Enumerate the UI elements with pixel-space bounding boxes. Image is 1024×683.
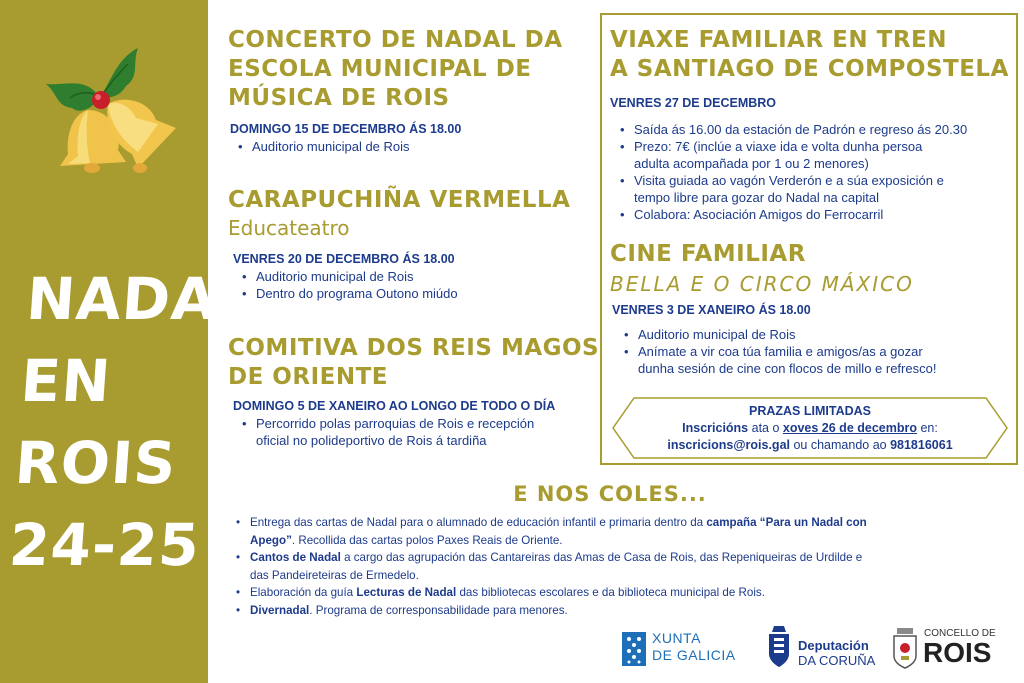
list-item-line: dunha sesión de cine con flocos de millo e refresco! [638, 361, 937, 376]
viaxe-list [618, 121, 1014, 223]
registration-title: PRAZAS LIMITADAS [749, 404, 871, 418]
list-item [618, 138, 1014, 172]
cine-date: VENRES 3 DE XANEIRO ÁS 18.00 [612, 303, 811, 317]
concello-shield-icon [892, 626, 918, 670]
title-line: ESCOLA MUNICIPAL DE [228, 56, 532, 82]
sidebar-title [7, 258, 258, 586]
viaxe-title [610, 26, 1009, 84]
list-item: • Dentro do programa Outono miúdo [240, 285, 458, 302]
registration-banner [612, 397, 1008, 459]
list-item-line: oficial no polideportivo de Rois á tardiña [256, 433, 487, 448]
cine-subtitle: BELLA E O CIRCO MÁXICO [610, 272, 914, 296]
registration-phone: 981816061 [890, 438, 953, 452]
xunta-emblem-icon [622, 632, 646, 666]
list-item [622, 343, 1014, 377]
christmas-bells-icon [28, 36, 188, 186]
concello-label: CONCELLO DE [924, 628, 996, 639]
concello-logo [892, 628, 1012, 672]
title-line: COMITIVA DOS REIS MAGOS [228, 335, 600, 361]
registration-contact-line: inscricions@rois.gal ou chamando ao 981816061 [667, 438, 953, 452]
sidebar-title-line: NADAL [24, 265, 258, 333]
concello-name: ROIS [923, 637, 992, 668]
cine-title: CINE FAMILIAR [610, 241, 806, 267]
list-item-line: • Colabora: Asociación Amigos do Ferrocarril [634, 207, 884, 222]
registration-email-link[interactable]: inscricions@rois.gal [667, 438, 790, 452]
cine-list [622, 326, 1014, 377]
registration-text [612, 403, 1008, 454]
xunta-logo [622, 628, 742, 672]
list-item-line: tempo libre para gozar do Nadal na capital [634, 190, 879, 205]
list-item: • Auditorio municipal de Rois [240, 268, 458, 285]
list-item: • Divernadal. Programa de corresponsabilidade para menores. [236, 602, 996, 620]
list-item-line: • Auditorio municipal de Rois [638, 327, 796, 342]
title-line: VIAXE FAMILIAR EN TREN [610, 27, 947, 53]
list-item: • Entrega das cartas de Nadal para o alumnado de educación infantil e primaria dentro da campaña “Para un Nadal con Apego”. Recollida das cartas polos Paxes Reais de Oriente. [236, 514, 996, 549]
deadline-date: xoves 26 de decembro [782, 421, 917, 435]
title-line: CONCERTO DE NADAL DA [228, 27, 563, 53]
sidebar-title-line: EN [18, 347, 114, 415]
concerto-list [236, 138, 410, 155]
deputacion-logo [766, 628, 876, 672]
list-item [618, 172, 1014, 206]
title-line: DE ORIENTE [228, 364, 388, 390]
deputacion-name: Deputación DA CORUÑA [798, 638, 876, 668]
registration-line: Inscricións ata o xoves 26 de decembro en: [682, 421, 938, 435]
list-item [618, 121, 1014, 138]
list-item: • Auditorio municipal de Rois [236, 138, 410, 155]
sidebar-title-line: ROIS [12, 429, 179, 497]
list-item-line: • Saída ás 16.00 da estación de Padrón e regreso ás 20.30 [634, 122, 968, 137]
carapuchina-subtitle: Educateatro [228, 216, 350, 240]
viaxe-date: VENRES 27 DE DECEMBRO [610, 96, 777, 110]
list-item [240, 415, 534, 449]
list-item-line: • Visita guiada ao vagón Verderón e a súa exposición e [634, 173, 944, 188]
concerto-title [228, 26, 563, 113]
xunta-name: XUNTA DE GALICIA [652, 630, 736, 663]
comitiva-date: DOMINGO 5 DE XANEIRO AO LONGO DE TODO O DÍA [233, 399, 556, 413]
title-line: MÚSICA DE ROIS [228, 85, 450, 111]
carapuchina-date: VENRES 20 DE DECEMBRO ÁS 18.00 [233, 252, 455, 266]
list-item-line: • Anímate a vir coa túa familia e amigos/as a gozar [638, 344, 923, 359]
list-item [622, 326, 1014, 343]
sidebar-title-line: 24-25 [7, 511, 203, 579]
coles-list [236, 514, 996, 620]
title-line: A SANTIAGO DE COMPOSTELA [610, 56, 1009, 82]
deputacion-crest-icon [766, 624, 792, 668]
comitiva-title [228, 334, 599, 392]
concerto-date: DOMINGO 15 DE DECEMBRO ÁS 18.00 [230, 122, 462, 136]
list-item-line: • Percorrido polas parroquias de Rois e recepción [256, 416, 535, 431]
list-item-line: adulta acompañada por 1 ou 2 menores) [634, 156, 869, 171]
comitiva-list [240, 415, 534, 449]
carapuchina-list [240, 268, 458, 302]
carapuchina-title: CARAPUCHIÑA VERMELLA [228, 187, 571, 213]
coles-title: E NOS COLES... [513, 482, 707, 506]
list-item: • Elaboración da guía Lecturas de Nadal das bibliotecas escolares e da biblioteca municipal de Rois. [236, 584, 996, 602]
list-item: • Cantos de Nadal a cargo das agrupación das Cantareiras das Amas de Casa de Rois, das Repeniqueiras de Urdilde e das Pandeireteiras de Ermedelo. [236, 549, 996, 584]
list-item [618, 206, 1014, 223]
sidebar-panel [0, 0, 258, 683]
list-item-line: • Prezo: 7€ (inclúe a viaxe ida e volta dunha persoa [634, 139, 923, 154]
